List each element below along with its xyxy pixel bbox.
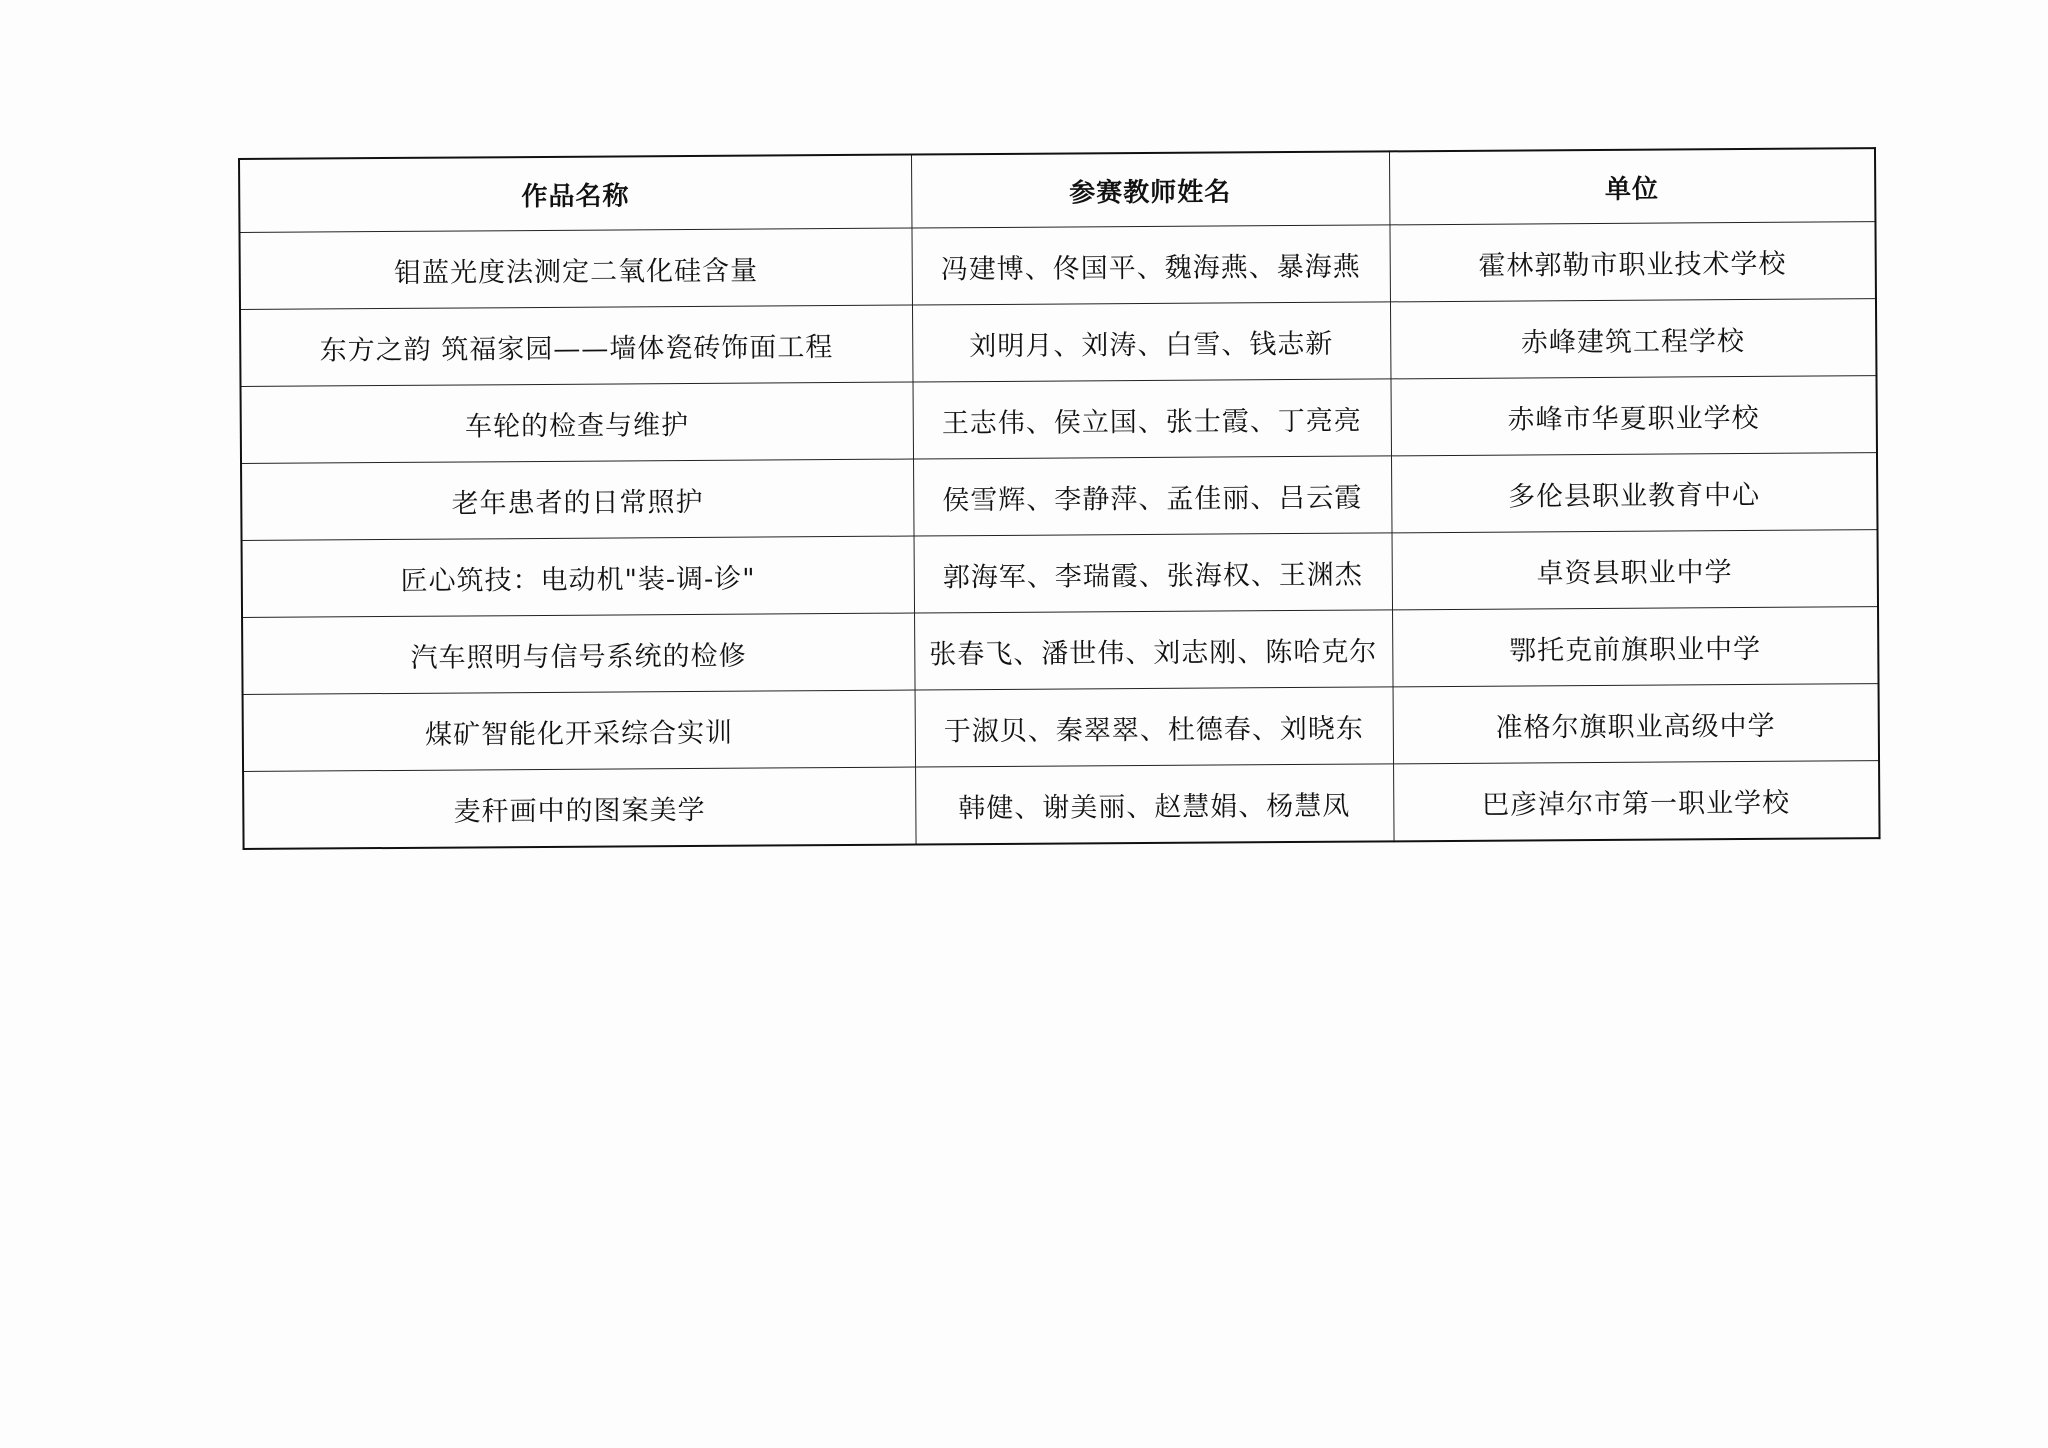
table-row [241, 376, 1877, 464]
cell-work-name: 煤矿智能化开采综合实训 [243, 690, 915, 771]
cell-unit: 鄂托克前旗职业中学 [1392, 607, 1879, 687]
cell-work-name: 东方之韵 筑福家园——墙体瓷砖饰面工程 [240, 305, 912, 386]
cell-work-name: 车轮的检查与维护 [241, 382, 913, 463]
cell-teacher-names: 侯雪辉、李静萍、孟佳丽、吕云霞 [913, 456, 1392, 536]
table-row [243, 684, 1879, 772]
table-row [241, 453, 1877, 541]
cell-teacher-names: 王志伟、侯立国、张士霞、丁亮亮 [913, 379, 1392, 459]
table-row [242, 530, 1878, 618]
cell-teacher-names: 刘明月、刘涛、白雪、钱志新 [912, 302, 1391, 382]
cell-teacher-names: 冯建博、佟国平、魏海燕、暴海燕 [911, 225, 1390, 305]
cell-work-name: 麦秆画中的图案美学 [243, 767, 915, 849]
cell-unit: 巴彦淖尔市第一职业学校 [1393, 761, 1880, 842]
cell-work-name: 老年患者的日常照护 [241, 459, 913, 540]
table-row [242, 607, 1878, 695]
cell-work-name: 汽车照明与信号系统的检修 [242, 613, 914, 694]
header-work-name: 作品名称 [239, 155, 911, 233]
table-row [240, 299, 1876, 387]
cell-unit: 卓资县职业中学 [1392, 530, 1879, 610]
table-row [243, 761, 1879, 849]
cell-work-name: 钼蓝光度法测定二氧化硅含量 [239, 228, 911, 309]
cell-teacher-names: 于淑贝、秦翠翠、杜德春、刘晓东 [915, 687, 1394, 767]
header-unit: 单位 [1389, 148, 1875, 225]
award-table [238, 147, 1881, 850]
cell-unit: 霍林郭勒市职业技术学校 [1389, 222, 1876, 302]
cell-teacher-names: 张春飞、潘世伟、刘志刚、陈哈克尔 [914, 610, 1393, 690]
award-table-container [238, 147, 1879, 850]
cell-unit: 多伦县职业教育中心 [1391, 453, 1878, 533]
table-header-row [239, 148, 1875, 232]
cell-teacher-names: 郭海军、李瑞霞、张海权、王渊杰 [914, 533, 1393, 613]
cell-unit: 准格尔旗职业高级中学 [1393, 684, 1880, 764]
cell-unit: 赤峰市华夏职业学校 [1390, 376, 1877, 456]
cell-teacher-names: 韩健、谢美丽、赵慧娟、杨慧凤 [915, 764, 1394, 845]
cell-work-name: 匠心筑技：电动机"装-调-诊" [242, 536, 914, 617]
table-row [239, 222, 1875, 310]
header-teacher-names: 参赛教师姓名 [911, 151, 1389, 228]
cell-unit: 赤峰建筑工程学校 [1390, 299, 1877, 379]
